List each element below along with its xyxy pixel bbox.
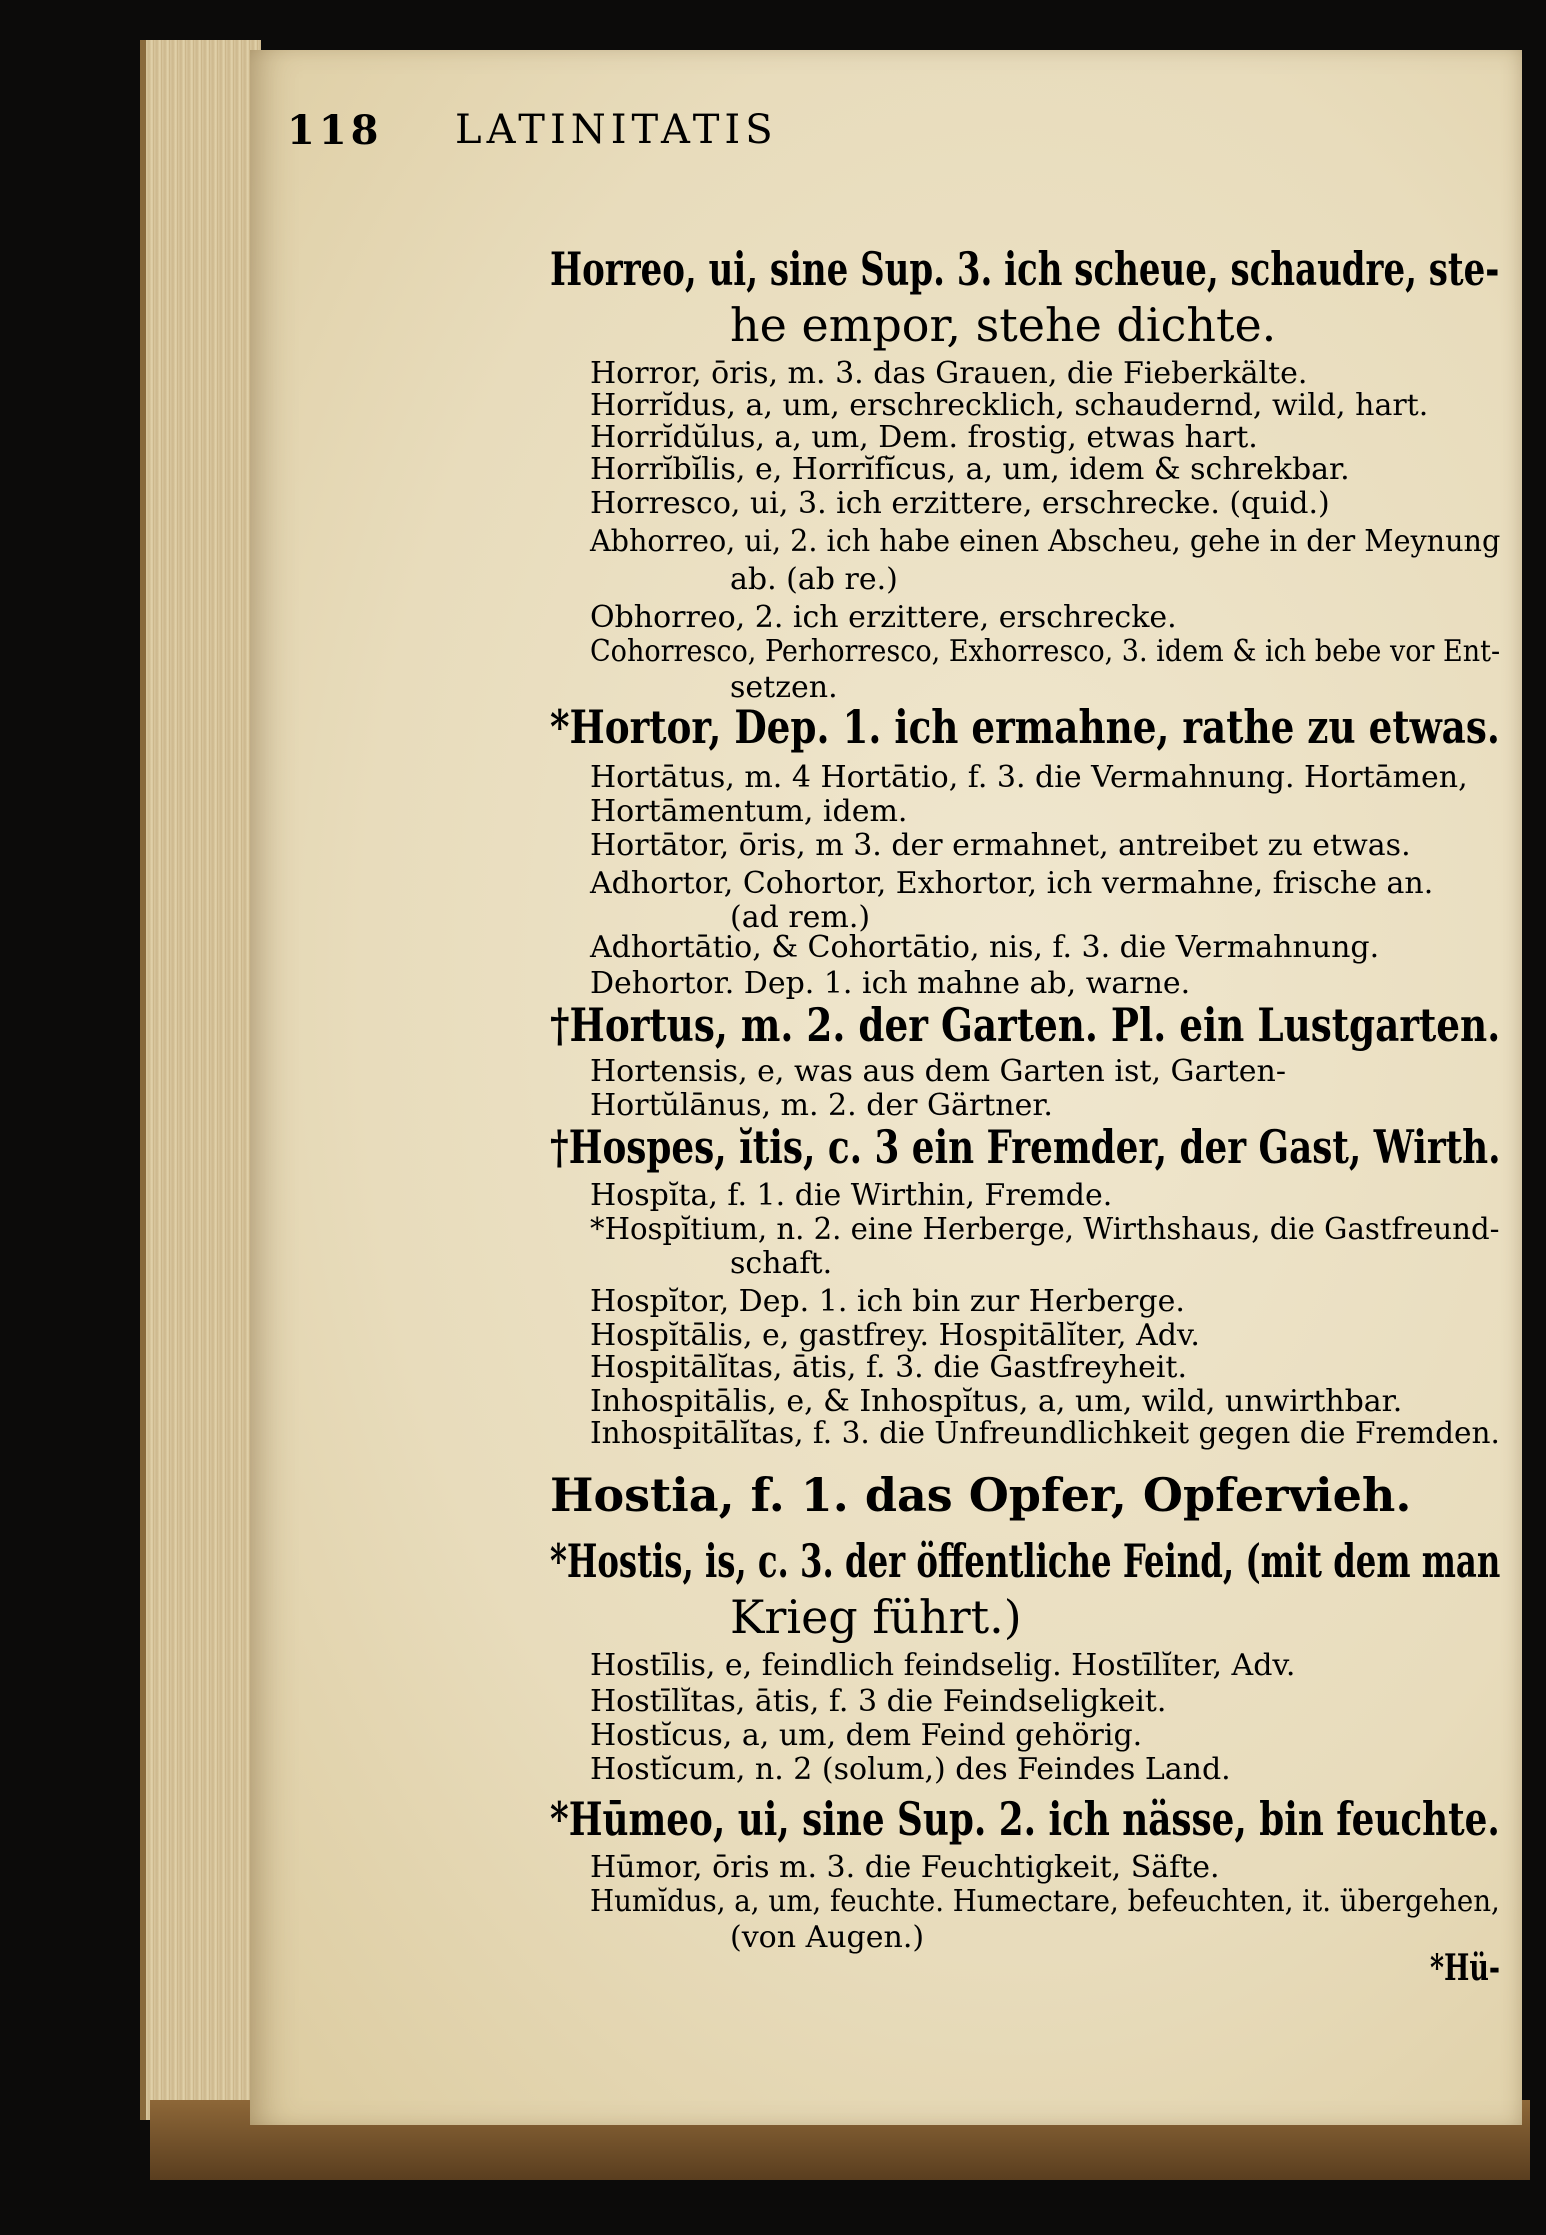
entry-line: Krieg führt.) [730, 1590, 1022, 1644]
entry-line: he empor, stehe dichte. [730, 298, 1277, 352]
entry-line: Dehortor. Dep. 1. ich mahne ab, warne. [590, 966, 1191, 1001]
entry-line: Hūmor, ōris m. 3. die Feuchtigkeit, Säfte. [590, 1850, 1220, 1885]
entry-line: Hostĭcus, a, um, dem Feind gehörig. [590, 1718, 1143, 1753]
entry-line: Cohorresco, Perhorresco, Exhorresco, 3. idem & ich bebe vor Ent- [590, 634, 1501, 669]
entry-line: (ad rem.) [730, 900, 871, 935]
catchword: *Hü- [1430, 1947, 1501, 1989]
entry-line: Hospĭtor, Dep. 1. ich bin zur Herberge. [590, 1284, 1185, 1319]
entry-line: Hortŭlānus, m. 2. der Gärtner. [590, 1088, 1053, 1123]
entry-line: Hortātus, m. 4 Hortātio, f. 3. die Vermahnung. Hortāmen, [590, 760, 1468, 795]
running-title: LATINITATIS [455, 107, 778, 153]
entry-line: Hostīlĭtas, ātis, f. 3 die Feindseligkeit. [590, 1684, 1167, 1719]
entry-line: Hortensis, e, was aus dem Garten ist, Garten- [590, 1054, 1286, 1089]
entry-line: Horrĭdŭlus, a, um, Dem. frostig, etwas hart. [590, 420, 1258, 455]
entry-line: Hospĭtālis, e, gastfrey. Hospitālĭter, Adv. [590, 1318, 1200, 1353]
entry-headword-hostia: Hostia, f. 1. das Opfer, Opfervieh. [550, 1468, 1412, 1522]
entry-headword-humeo: *Hūmeo, ui, sine Sup. 2. ich nässe, bin feuchte. [550, 1792, 1500, 1846]
entry-line: Hostĭcum, n. 2 (solum,) des Feindes Land. [590, 1752, 1231, 1787]
entry-line: Inhospitālĭtas, f. 3. die Unfreundlichkeit gegen die Fremden. [590, 1416, 1500, 1451]
entry-line: setzen. [730, 670, 838, 705]
entry-line: Hospitālĭtas, ātis, f. 3. die Gastfreyheit. [590, 1350, 1188, 1385]
entry-line: Hortāmentum, idem. [590, 794, 908, 829]
entry-headword-hortus: †Hortus, m. 2. der Garten. Pl. ein Lustgarten. [550, 998, 1501, 1052]
entry-line: *Hospĭtium, n. 2. eine Herberge, Wirthshaus, die Gastfreund- [590, 1212, 1500, 1247]
entry-line: Inhospitālis, e, & Inhospĭtus, a, um, wild, unwirthbar. [590, 1384, 1403, 1419]
entry-line: Adhortātio, & Cohortātio, nis, f. 3. die Vermahnung. [590, 930, 1380, 965]
entry-line: ab. (ab re.) [730, 562, 898, 597]
entry-headword-hortor: *Hortor, Dep. 1. ich ermahne, rathe zu etwas. [550, 700, 1500, 754]
page-number: 118 [287, 107, 383, 154]
entry-line: Obhorreo, 2. ich erzittere, erschrecke. [590, 600, 1177, 635]
page-edge-stack [140, 40, 261, 2120]
entry-line: (von Augen.) [730, 1920, 925, 1955]
entry-line: Horror, ōris, m. 3. das Grauen, die Fieberkälte. [590, 356, 1308, 391]
entry-line: Horrĭbĭlis, e, Horrĭfĭcus, a, um, idem & schrekbar. [590, 452, 1350, 487]
entry-line: Adhortor, Cohortor, Exhortor, ich vermahne, frische an. [590, 866, 1434, 901]
entry-line: Horresco, ui, 3. ich erzittere, erschrecke. (quid.) [590, 486, 1330, 521]
entry-line: Horrĭdus, a, um, erschrecklich, schaudernd, wild, hart. [590, 388, 1429, 423]
entry-line: schaft. [730, 1246, 833, 1281]
entry-headword-horreo: Horreo, ui, sine Sup. 3. ich scheue, schaudre, ste- [550, 242, 1500, 296]
entry-headword-hospes: †Hospes, ĭtis, c. 3 ein Fremder, der Gast, Wirth. [550, 1120, 1501, 1174]
entry-headword-hostis: *Hostis, is, c. 3. der öffentliche Feind, (mit dem man [550, 1534, 1501, 1588]
entry-line: Humĭdus, a, um, feuchte. Humectare, befeuchten, it. übergehen, [590, 1884, 1500, 1919]
entry-line: Abhorreo, ui, 2. ich habe einen Abscheu, gehe in der Meynung [590, 524, 1501, 559]
running-header [287, 107, 987, 167]
entry-line: Hospĭta, f. 1. die Wirthin, Fremde. [590, 1178, 1113, 1213]
entry-line: Hostīlis, e, feindlich feindselig. Hostīlĭter, Adv. [590, 1648, 1296, 1683]
entry-line: Hortātor, ōris, m 3. der ermahnet, antreibet zu etwas. [590, 828, 1411, 863]
